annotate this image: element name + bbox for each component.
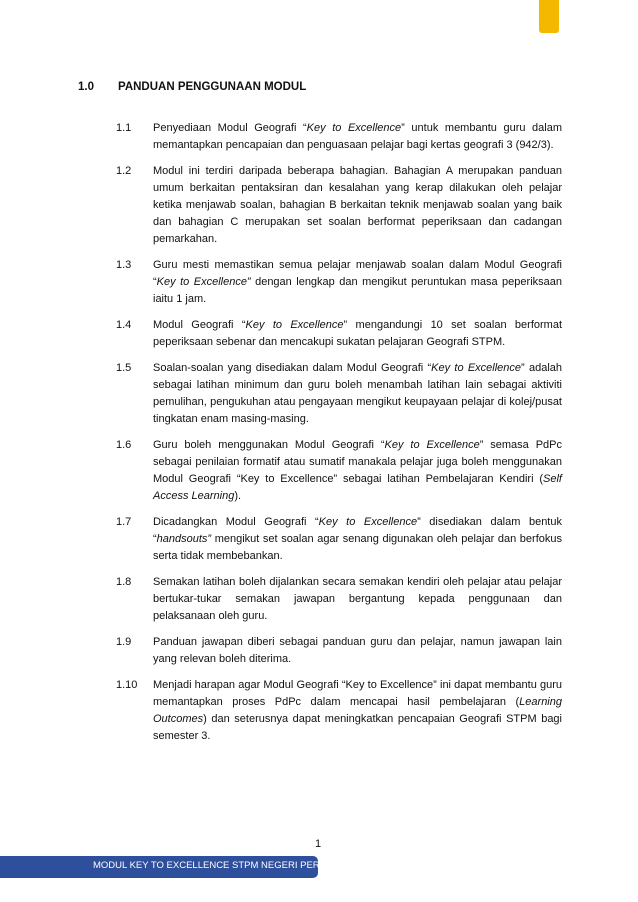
text-segment: ” disediakan dalam bentuk “ (153, 516, 562, 545)
text-segment: Guru mesti memastikan semua pelajar menjawab soalan dalam Modul Geografi “ (153, 259, 562, 288)
footer-text: MODUL KEY TO EXCELLENCE STPM NEGERI PERAK (93, 860, 333, 871)
italic-text-segment: Key to Excellence (245, 319, 344, 331)
text-segment: ” untuk membantu guru dalam memantapkan pencapaian dan penguasaan pelajar bagi kertas geografi 3 (942/3). (153, 122, 563, 151)
text-segment: Soalan-soalan yang disediakan dalam Modul Geografi “ (153, 362, 432, 374)
section-number: 1.0 (78, 81, 94, 93)
corner-tab-decoration (539, 0, 559, 33)
text-segment: Dicadangkan Modul Geografi “ (153, 516, 319, 528)
item-number: 1.8 (116, 576, 132, 588)
text-segment: Semakan latihan boleh dijalankan secara semakan kendiri oleh pelajar atau pelajar bertukar-tukar semakan jawapan bergantung kepada penggunaan dan pelaksanaan oleh guru. (153, 576, 562, 622)
italic-text-segment: Key to Excellence (384, 439, 480, 451)
item-text (153, 574, 562, 625)
item-number: 1.6 (116, 439, 132, 451)
list-item (116, 163, 562, 248)
text-segment: ” adalah sebagai latihan minimum dan guru boleh menambah latihan lain sebagai aktiviti pemulihan, pengukuhan atau pengayaan mengikut keupayaan pelajar di kolej/pusat tingkatan enam masing-masing. (153, 362, 563, 425)
text-segment: ” semasa PdPc sebagai penilaian formatif atau sumatif manakala pelajar juga boleh menggunakan Modul Geografi “Key to Excellence” sebagai latihan Pembelajaran Kendiri ( (153, 439, 562, 485)
list-item (116, 120, 562, 154)
italic-text-segment: Self Access Learning (153, 473, 562, 502)
text-segment: Modul ini terdiri daripada beberapa bahagian. Bahagian A merupakan panduan umum berkaitan pentaksiran dan kesalahan yang kerap dilakukan oleh pelajar ketika menjawab soalan, bahagian B berkaitan teknik menjawab soalan yang baik dan bahagian C merupakan set soalan berformat peperiksaan dan cadangan pemarkahan. (153, 165, 562, 245)
text-segment: ) dan seterusnya dapat meningkatkan pencapaian Geografi STPM bagi semester 3. (153, 713, 562, 742)
text-segment: ). (234, 490, 242, 502)
italic-text-segment: Key to Excellence (306, 122, 402, 134)
text-segment: Penyediaan Modul Geografi “ (153, 122, 307, 134)
footer-bar (0, 856, 333, 878)
list-item (116, 677, 562, 745)
text-segment: Menjadi harapan agar Modul Geografi “Key to Excellence” ini dapat membantu guru memantapkan proses PdPc dalam mencapai hasil pembelajaran ( (153, 679, 562, 708)
italic-text-segment: Key to Excellence (431, 362, 522, 374)
item-number: 1.1 (116, 122, 132, 134)
item-number: 1.7 (116, 516, 132, 528)
list-item (116, 634, 562, 668)
section-heading (78, 81, 306, 93)
section-title: PANDUAN PENGGUNAAN MODUL (118, 81, 307, 93)
item-text (153, 257, 562, 308)
item-number: 1.9 (116, 636, 132, 648)
item-number: 1.2 (116, 165, 132, 177)
text-segment: mengikut set soalan agar senang digunakan oleh pelajar dan berfokus serta tidak membebankan. (153, 533, 562, 562)
text-segment: Panduan jawapan diberi sebagai panduan guru dan pelajar, namun jawapan lain yang relevan boleh diterima. (153, 636, 562, 665)
item-text (153, 360, 562, 428)
item-number: 1.10 (116, 679, 138, 691)
text-segment: dengan lengkap dan mengikut peruntukan masa peperiksaan iaitu 1 jam. (153, 276, 562, 305)
list-item (116, 317, 562, 351)
item-text (153, 514, 562, 565)
list-item (116, 514, 562, 565)
guideline-list (116, 120, 562, 754)
list-item (116, 360, 562, 428)
item-text (153, 677, 562, 745)
text-segment: Modul Geografi “ (153, 319, 246, 331)
italic-text-segment: Learning Outcomes (153, 696, 562, 725)
italic-text-segment: Key to Excellence” (156, 276, 251, 288)
text-segment: ” mengandungi 10 set soalan berformat peperiksaan sebenar dan mencakupi sukatan pelajaran Geografi STPM. (153, 319, 563, 348)
item-text (153, 120, 562, 154)
list-item (116, 574, 562, 625)
page-number: 1 (315, 838, 322, 850)
item-number: 1.4 (116, 319, 132, 331)
item-text (153, 437, 562, 505)
italic-text-segment: handsouts” (156, 533, 212, 545)
list-item (116, 257, 562, 308)
item-number: 1.5 (116, 362, 132, 374)
item-text (153, 317, 562, 351)
italic-text-segment: Key to Excellence (318, 516, 418, 528)
item-text (153, 163, 562, 248)
text-segment: Guru boleh menggunakan Modul Geografi “ (153, 439, 385, 451)
item-number: 1.3 (116, 259, 132, 271)
list-item (116, 437, 562, 505)
item-text (153, 634, 562, 668)
